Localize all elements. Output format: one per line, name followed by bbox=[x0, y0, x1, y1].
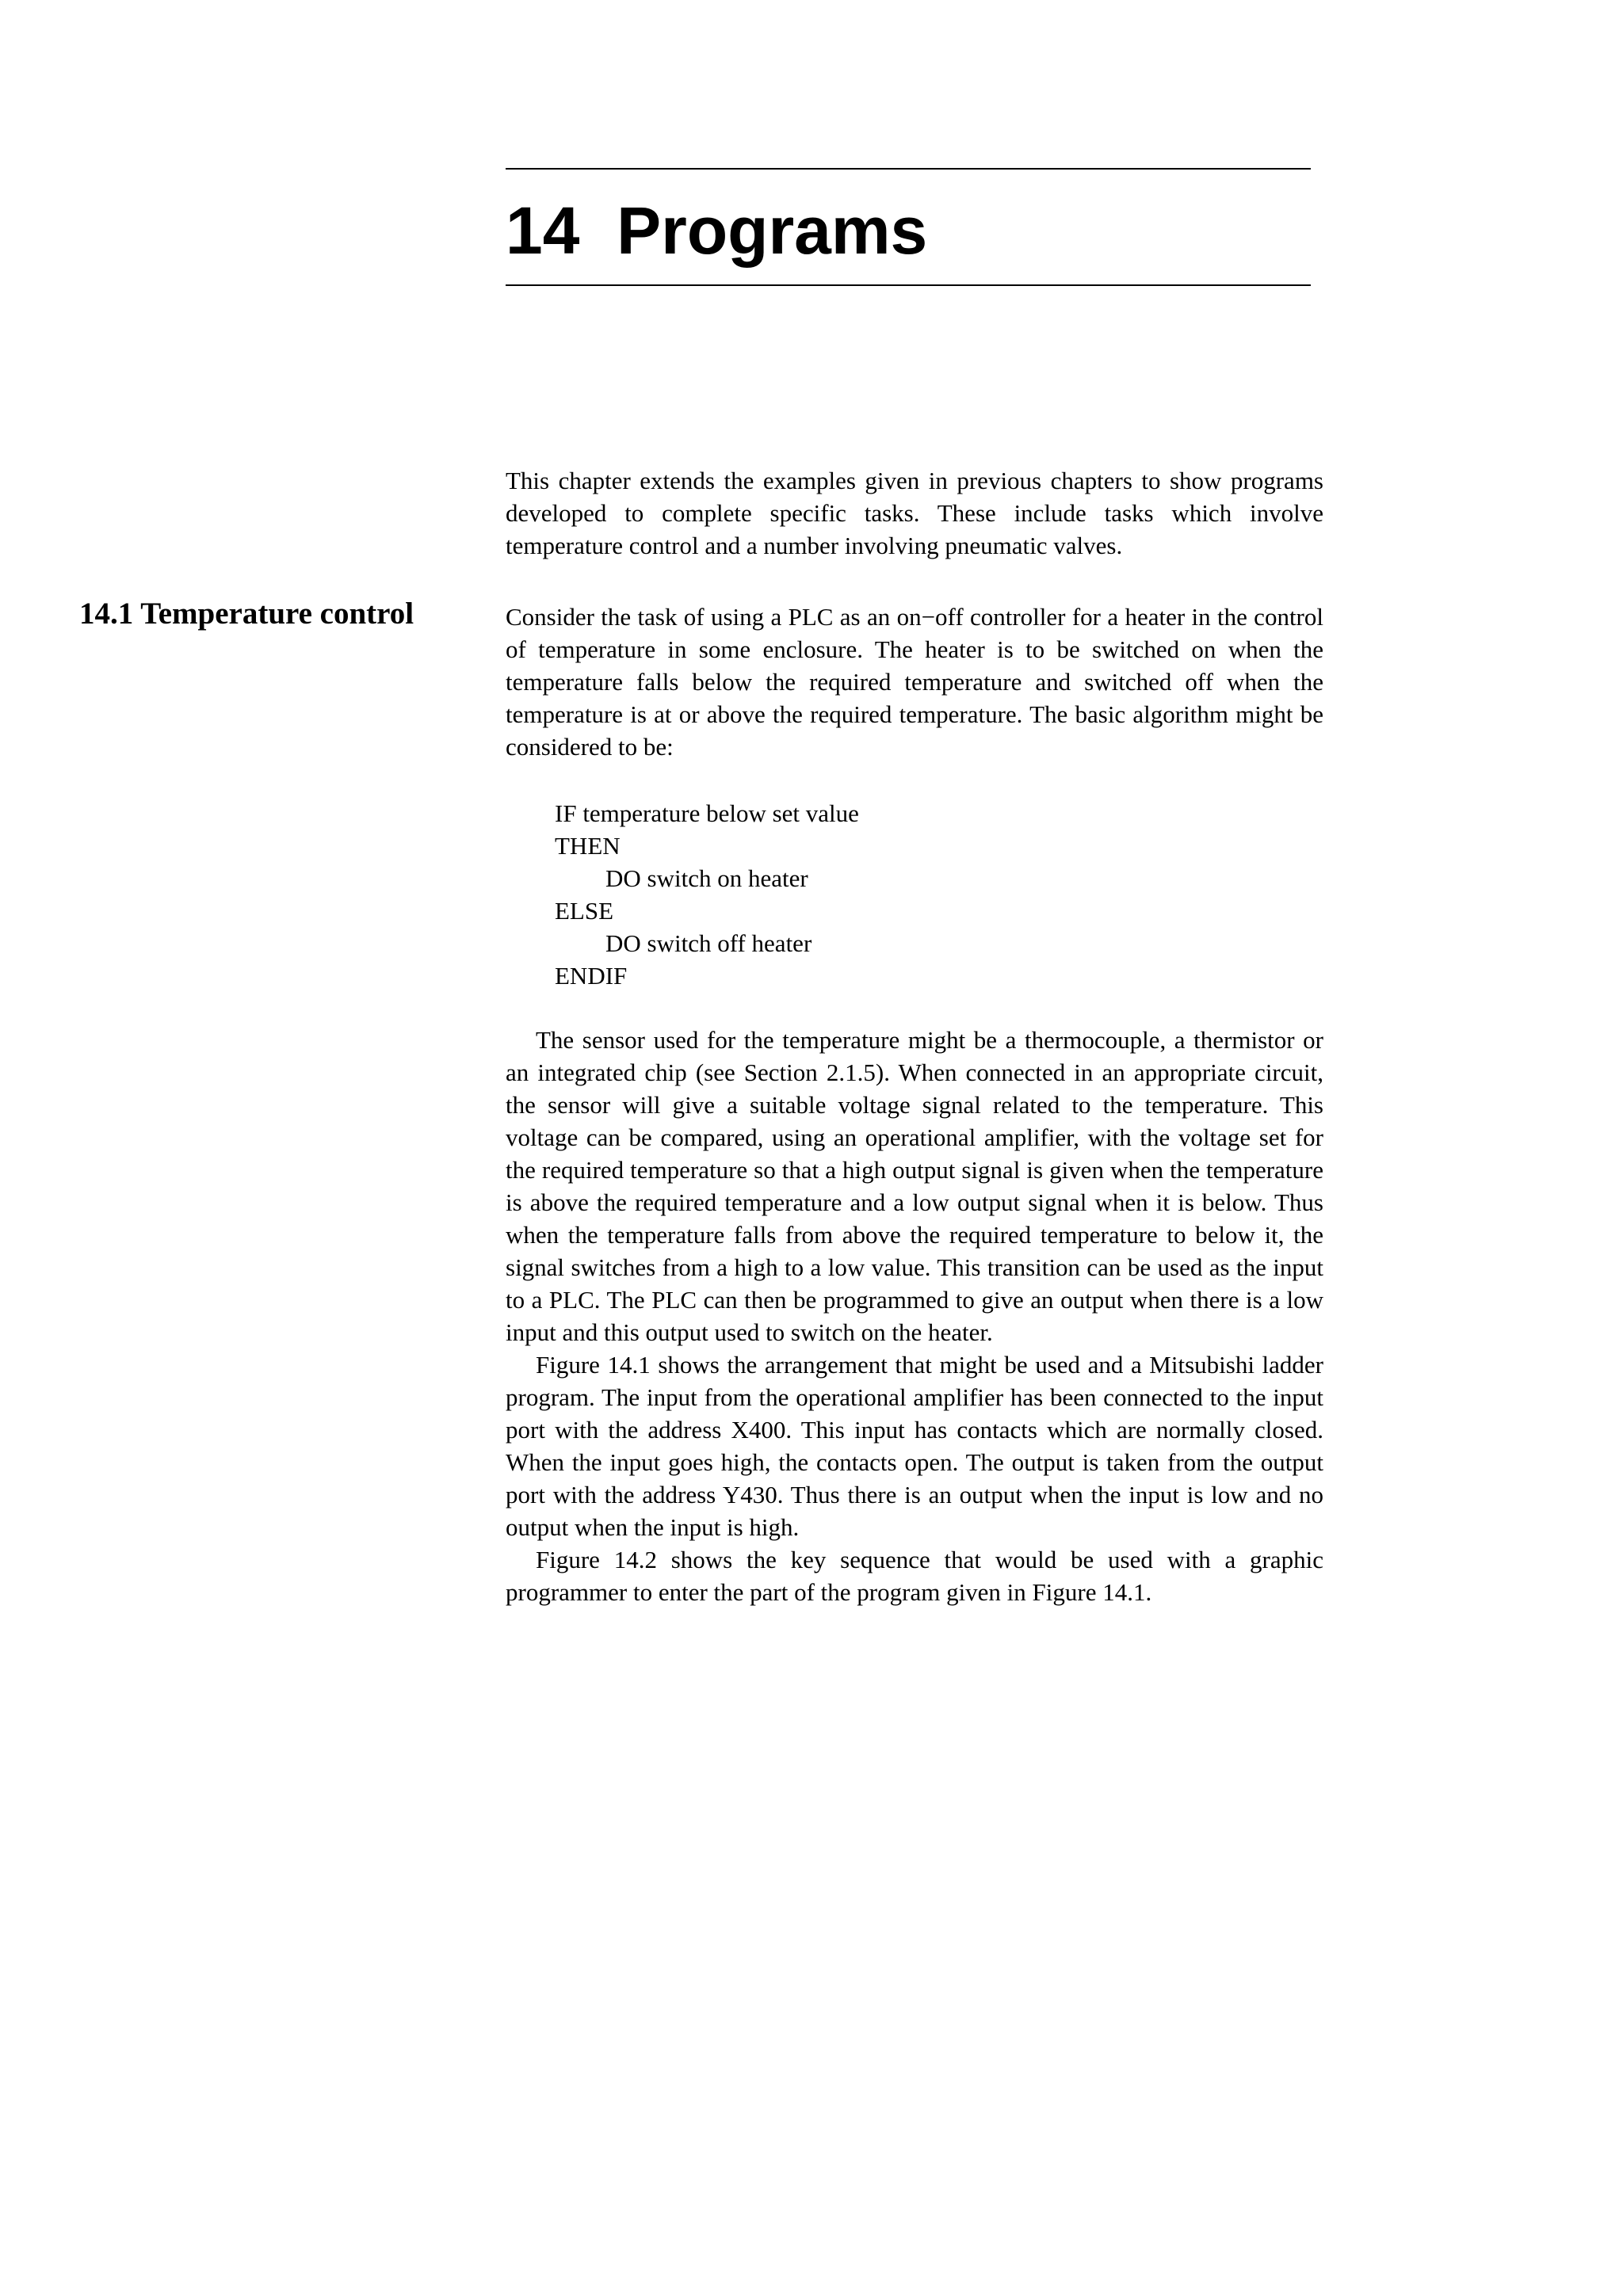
algorithm-line-if: IF temperature below set value bbox=[555, 799, 859, 827]
section-body bbox=[506, 601, 1323, 763]
section-paragraph-4: Figure 14.2 shows the key sequence that would be used with a graphic programmer to enter the part of the program given in Figure 14.1. bbox=[506, 1546, 1323, 1606]
section-paragraph-3: Figure 14.1 shows the arrangement that might be used and a Mitsubishi ladder program. The input from the operational amplifier has been connected to the input port with the address X400. This input has contacts which are normally closed. When the input goes high, the contacts open. The output is taken from the output port with the address Y430. Thus there is an output when the input is low and no output when the input is high. bbox=[506, 1351, 1323, 1541]
title-rule-top bbox=[506, 168, 1311, 170]
section-paragraph-1: Consider the task of using a PLC as an on−off controller for a heater in the control of temperature in some enclosure. The heater is to be switched on when the temperature falls below the required temperature and switched off when the temperature is at or above the required temperature. The basic algorithm might be considered to be: bbox=[506, 603, 1323, 761]
algorithm-line-do-off: DO switch off heater bbox=[605, 929, 812, 957]
chapter-intro bbox=[506, 464, 1323, 562]
chapter-title: 14 Programs bbox=[506, 193, 928, 268]
section-paragraph-2: The sensor used for the temperature might be a thermocouple, a thermistor or an integrated chip (see Section 2.1.5). When connected in an appropriate circuit, the sensor will give a suitable voltage signal related to the temperature. This voltage can be compared, using an operational amplifier, with the voltage set for the required temperature so that a high output signal is given when the temperature is above the required temperature and a low output signal when it is below. Thus when the temperature falls from above the required temperature to below it, the signal switches from a high to a low value. This transition can be used as the input to a PLC. The PLC can then be programmed to give an output when there is a low input and this output used to switch on the heater. bbox=[506, 1026, 1323, 1346]
algorithm-line-else: ELSE bbox=[555, 897, 614, 925]
section-paragraphs bbox=[506, 1024, 1323, 1608]
algorithm-line-then: THEN bbox=[555, 832, 621, 860]
title-rule-bottom bbox=[506, 284, 1311, 286]
algorithm-block bbox=[555, 797, 859, 992]
algorithm-line-endif: ENDIF bbox=[555, 962, 628, 990]
section-heading: 14.1 Temperature control bbox=[79, 597, 414, 631]
algorithm-line-do-on: DO switch on heater bbox=[605, 864, 808, 892]
intro-paragraph: This chapter extends the examples given in previous chapters to show programs developed to complete specific tasks. These include tasks which involve temperature control and a number involving pneumatic valves. bbox=[506, 467, 1323, 559]
